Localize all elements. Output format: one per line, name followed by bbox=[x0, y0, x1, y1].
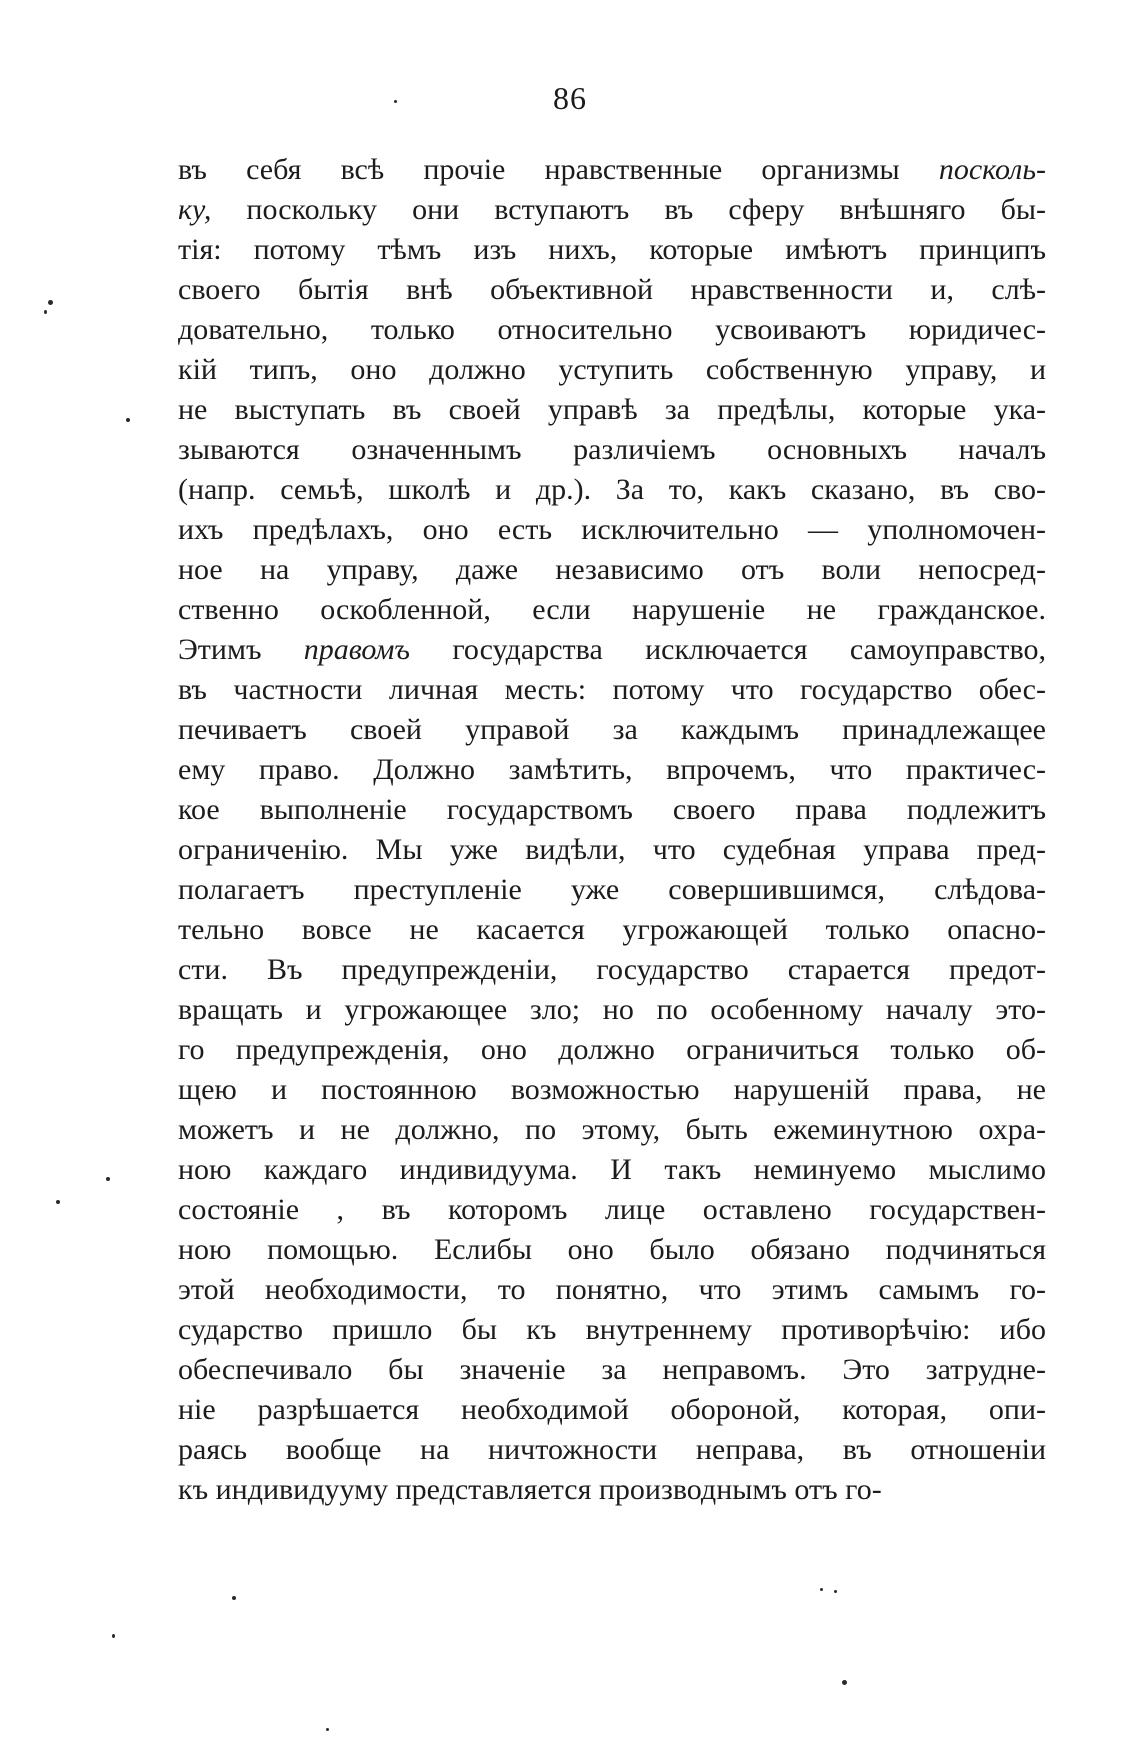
scan-speck bbox=[48, 300, 53, 305]
text-line bbox=[178, 1030, 1046, 1070]
text-span: довательно, только относительно усвоиваютъ юридичес- bbox=[178, 313, 1046, 346]
text-span: вращать и угрожающее зло; но по особенному началу это- bbox=[178, 993, 1046, 1026]
body-text bbox=[178, 150, 1046, 1510]
text-line bbox=[178, 550, 1046, 590]
text-line bbox=[178, 1230, 1046, 1270]
scan-speck bbox=[834, 1590, 837, 1593]
text-line bbox=[178, 350, 1046, 390]
text-line bbox=[178, 430, 1046, 470]
italic-text: правомъ bbox=[303, 633, 410, 666]
text-span: можетъ и не должно, по этому, быть ежеминутною охра- bbox=[178, 1113, 1046, 1146]
scan-speck bbox=[394, 100, 397, 103]
text-line bbox=[178, 470, 1046, 510]
text-span: кій типъ, оно должно уступить собственную управу, и bbox=[178, 353, 1046, 386]
text-line bbox=[178, 1270, 1046, 1310]
text-line bbox=[178, 310, 1046, 350]
text-line bbox=[178, 670, 1046, 710]
text-span: состояніе , въ которомъ лице оставлено государствен- bbox=[178, 1193, 1046, 1226]
text-span: въ частности личная месть: потому что государство обес- bbox=[178, 673, 1046, 706]
scan-speck bbox=[326, 1728, 329, 1731]
text-span: ною каждаго индивидуума. И такъ неминуемо мыслимо bbox=[178, 1153, 1046, 1186]
italic-text: ку, bbox=[178, 193, 212, 226]
text-span: ему право. Должно замѣтить, впрочемъ, что практичес- bbox=[178, 753, 1046, 786]
scan-speck bbox=[106, 1177, 110, 1181]
text-span: раясь вообще на ничтожности неправа, въ отношеніи bbox=[178, 1433, 1046, 1466]
text-span: кое выполненіе государствомъ своего права подлежитъ bbox=[178, 793, 1046, 826]
text-span: поскольку они вступаютъ въ сферу внѣшняго бы- bbox=[211, 193, 1046, 226]
text-line bbox=[178, 910, 1046, 950]
text-span: государства исключается самоуправство, bbox=[410, 633, 1046, 666]
text-span: въ себя всѣ прочіе нравственные организмы bbox=[178, 153, 939, 186]
text-span: ихъ предѣлахъ, оно есть исключительно — уполномочен- bbox=[178, 513, 1046, 546]
text-span: ограниченію. Мы уже видѣли, что судебная управа пред- bbox=[178, 833, 1046, 866]
text-line bbox=[178, 710, 1046, 750]
text-span: го предупрежденія, оно должно ограничиться только об- bbox=[178, 1033, 1046, 1066]
text-line bbox=[178, 790, 1046, 830]
text-line bbox=[178, 230, 1046, 270]
text-span: сударство пришло бы къ внутреннему противорѣчію: ибо bbox=[178, 1313, 1046, 1346]
text-span: Этимъ bbox=[178, 633, 304, 666]
text-line bbox=[178, 1470, 1046, 1510]
italic-text: посколь- bbox=[938, 153, 1046, 186]
text-line bbox=[178, 990, 1046, 1030]
text-span: не выступать въ своей управѣ за предѣлы, которые ука- bbox=[178, 393, 1046, 426]
text-span: сти. Въ предупрежденіи, государство старается предот- bbox=[178, 953, 1046, 986]
text-span: зываются означеннымъ различіемъ основныхъ началъ bbox=[178, 433, 1046, 466]
text-line bbox=[178, 830, 1046, 870]
text-line bbox=[178, 750, 1046, 790]
text-line bbox=[178, 1110, 1046, 1150]
text-line bbox=[178, 1310, 1046, 1350]
text-line bbox=[178, 270, 1046, 310]
text-line bbox=[178, 630, 1046, 670]
text-span: ственно оскобленной, если нарушеніе не гражданское. bbox=[178, 593, 1046, 626]
text-line bbox=[178, 870, 1046, 910]
text-span: печиваетъ своей управой за каждымъ принадлежащее bbox=[178, 713, 1046, 746]
text-line bbox=[178, 950, 1046, 990]
text-span: полагаетъ преступленіе уже совершившимся, слѣдова- bbox=[178, 873, 1046, 906]
text-line bbox=[178, 390, 1046, 430]
text-span: щею и постоянною возможностью нарушеній права, не bbox=[178, 1073, 1046, 1106]
text-line bbox=[178, 510, 1046, 550]
scan-speck bbox=[44, 310, 47, 314]
text-line bbox=[178, 590, 1046, 630]
scan-speck bbox=[112, 1634, 115, 1638]
text-line bbox=[178, 1390, 1046, 1430]
text-span: тія: потому тѣмъ изъ нихъ, которые имѣютъ принципъ bbox=[178, 233, 1046, 266]
text-span: ное на управу, даже независимо отъ воли непосред- bbox=[178, 553, 1046, 586]
scan-speck bbox=[842, 1680, 847, 1685]
text-line bbox=[178, 1350, 1046, 1390]
text-line bbox=[178, 1190, 1046, 1230]
text-line bbox=[178, 1070, 1046, 1110]
text-span: своего бытія внѣ объективной нравственности и, слѣ- bbox=[178, 273, 1046, 306]
text-span: къ индивидууму представляется производнымъ отъ го- bbox=[178, 1473, 882, 1506]
page-number: 86 bbox=[553, 80, 587, 116]
text-span: этой необходимости, то понятно, что этимъ самымъ го- bbox=[178, 1273, 1046, 1306]
text-span: (напр. семьѣ, школѣ и др.). За то, какъ сказано, въ сво- bbox=[178, 473, 1046, 506]
text-span: тельно вовсе не касается угрожающей только опасно- bbox=[178, 913, 1046, 946]
scan-speck bbox=[232, 1596, 236, 1600]
text-line bbox=[178, 150, 1046, 190]
text-span: ною помощью. Еслибы оно было обязано подчиняться bbox=[178, 1233, 1046, 1266]
text-line bbox=[178, 1430, 1046, 1470]
text-line bbox=[178, 190, 1046, 230]
scan-speck bbox=[56, 1200, 60, 1204]
text-span: ніе разрѣшается необходимой обороной, которая, опи- bbox=[178, 1393, 1046, 1426]
scan-speck bbox=[126, 418, 130, 422]
text-span: обеспечивало бы значеніе за неправомъ. Это затрудне- bbox=[178, 1353, 1046, 1386]
scan-speck bbox=[820, 1588, 823, 1591]
text-line bbox=[178, 1150, 1046, 1190]
